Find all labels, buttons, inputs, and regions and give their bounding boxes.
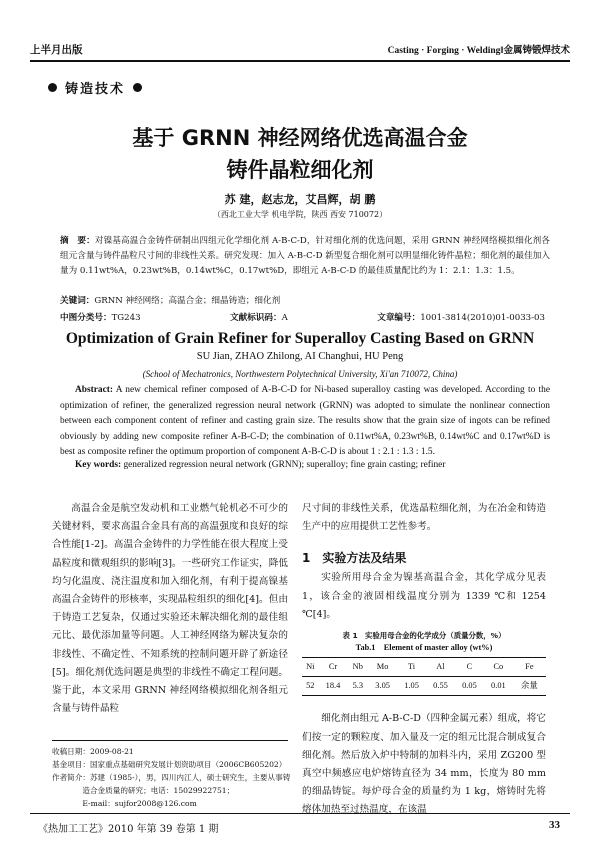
column-tag-label: 铸造技术 [65,82,126,97]
table-1 [302,657,546,696]
clc-field [60,311,141,323]
keywords-en-text: generalized regression neural network (GRNN); superalloy; fine grain casting; refiner [121,460,446,470]
keywords-cn-label: 关键词： [60,296,95,306]
table-1-caption-en: Tab.1 Element of master alloy (wt%) [355,643,493,653]
abstract-cn-text: 对镍基高温合金铸件研制出四组元化学细化剂 A-B-C-D，针对细化剂的优选问题，采用 GRNN 神经网络模拟细化剂各组元含量与铸件晶粒尺寸间的非线性关系。研究发现：加入 A-B-C-D 新型复合细化剂可以明显细化铸件晶粒；细化剂的最佳加入量为 0.11wt%A，0.23wt%B，0.14wt%C，0.17wt%D，即组元 A-B-C-D 的最佳质量配比约为 1：2.1：1.3：1.5。 [60,236,550,276]
table-cell: 5.3 [352,681,364,691]
column-tag [48,78,142,97]
affiliation-cn: （西北工业大学 机电学院，陕西 西安 710072） [212,210,388,219]
article-no-field [377,311,545,323]
footer-rule [30,813,570,814]
section-1-title: 1 实验方法及结果 [302,551,407,566]
table-cell: 0.05 [462,681,477,691]
table-header-cell: Co [493,662,504,672]
table-cell: 1.05 [404,681,419,691]
body-right-paragraph-2: 实验所用母合金为镍基高温合金，其化学成分见表 1，该合金的液固相线温度分别为 1339 ℃和 1254 ℃[4]。 [302,572,546,620]
table-header-cell: Ni [306,662,315,672]
article-no-label: 文章编号： [377,313,421,323]
title-cn [0,122,600,186]
title-en: Optimization of Grain Refiner for Superalloy Casting Based on GRNN [65,330,535,347]
abstract-en-text: A new chemical refiner composed of A-B-C-D for Ni-based superalloy casting was developed. According to the optimization of refiner, the generalized regression neural network (GRNN) was adopted to simulate the nonlinear connection between each component content of refiner and casting grain size. The results show that the grain size of ingots can be refined obviously by adding new composite refiner A-B-C-D; the combination of 0.11wt%A, 0.23wt%B, 0.14wt%C and 0.17wt%D is best as composite refiner the optimum proportion of component A-B-C-D is about 1 : 2.1 : 1.3 : 1.5. [60,385,550,458]
header-left: 上半月出版 [30,44,83,56]
affiliation-en: (School of Mechatronics, Northwestern Polytechnical University, Xi'an 710072, China) [142,369,458,379]
table-cell: 0.55 [433,681,448,691]
authors-en: SU Jian, ZHAO Zhilong, AI Changhui, HU Peng [196,351,404,362]
clc-label: 中图分类号： [60,313,112,323]
table-cell: 18.4 [325,681,341,691]
header-right: Casting · Forging · Welding‖金属铸锻焊技术 [387,46,570,56]
clc-value: TG243 [111,313,141,323]
table-header-cell: Al [436,662,445,672]
authors-cn: 苏 建，赵志龙，艾昌辉，胡 鹏 [224,193,376,206]
footnote-author-3: E-mail：sujfor2008@126.com [52,799,197,808]
table-cell: 3.05 [375,681,390,691]
table-header-cell: Nb [352,662,363,672]
keywords-en-label: Key words: [75,460,122,470]
table-cell: 0.01 [491,681,506,691]
doc-code-field [230,311,288,323]
footnote-fund: 基金项目：国家重点基础研究发展计划资助项目（2006CB605202） [52,760,287,769]
title-cn-line2: 铸件晶粒细化剂 [226,158,374,182]
table-row [302,677,546,696]
abstract-cn-label: 摘 要： [60,236,95,246]
keywords-en [60,460,550,470]
table-header-cell: C [466,662,473,672]
body-right-paragraph-3: 细化剂由组元 A-B-C-D（四种金属元素）组成，将它们按一定的颗粒度、加入量及一定的组元比混合制成复合细化剂。然后放入炉中特制的加料斗内，采用 ZG200 型真空中频感应电炉熔铸直径为 34 mm，长度为 80 mm 的细晶铸锭。每炉母合金的质量约为 1 kg，熔铸时先将熔体加热至过热温度，在该温 [302,713,546,816]
table-header-cell: Ti [407,662,416,672]
bullet-dot-icon [48,83,57,92]
keywords-cn-text: GRNN 神经网络；高温合金；细晶铸造；细化剂 [94,296,281,306]
bullet-dot-icon [133,83,142,92]
title-cn-line1: 基于 GRNN 神经网络优选高温合金 [132,126,468,150]
table-1-caption-cn: 表 1 实验用母合金的化学成分（质量分数，%） [342,631,506,641]
footnote-received: 收稿日期：2009-08-21 [52,747,134,756]
abstract-cn [60,234,550,279]
table-cell: 余量 [521,681,538,691]
footer-journal: 《热加工工艺》2010 年第 39 卷第 1 期 [38,824,219,835]
doc-code-value: A [281,313,288,323]
table-header-row [302,658,546,677]
page-number: 33 [549,819,560,831]
body-right-paragraph-1: 尺寸间的非线性关系，优选晶粒细化剂，为在冶金和铸造生产中的应用提供工艺性参考。 [302,503,546,533]
doc-code-label: 文献标识码： [230,313,282,323]
table-header-cell: Fe [525,662,534,672]
abstract-en [60,383,550,461]
body-left-column: 高温合金是航空发动机和工业燃气轮机必不可少的关键材料，要求高温合金具有高的高温强度和良好的综合性能[1-2]。高温合金铸件的力学性能在很大程度上受晶粒度和微观组织的影响[3]。一些研究工作证实，降低均匀化温度、浇注温度和加入细化剂，有利于提高镍基高温合金铸件的形核率，实现晶粒组织的细化[4]。但由于铸造工艺复杂，仅通过实验还未解决细化剂的最佳组元比、最优添加量等问题。人工神经网络为解决复杂的非线性、不确定性、不知系统的控制问题开辟了新途径[5]。细化剂优选问题是典型的非线性不确定工程问题。鉴于此，本文采用 GRNN 神经网络模拟细化剂各组元含量与铸件晶粒 [52,503,288,715]
footnote-author-1: 作者简介：苏建（1985-），男，四川内江人，硕士研究生，主要从事铸 [52,773,291,782]
table-cell: 52 [306,681,315,691]
body-right-column [302,500,546,820]
table-header-cell: Mo [376,662,389,672]
running-header [30,28,570,58]
footnote-author-2: 造合金质量的研究；电话：15029922751； [52,786,235,795]
classification-line [60,311,545,323]
header-rule [30,60,570,62]
abstract-en-label: Abstract: [75,385,114,395]
table-header-cell: Cr [328,662,338,672]
footnote [52,740,291,810]
keywords-cn [60,294,550,306]
article-no-value: 1001-3814(2010)01-0033-03 [420,313,545,323]
